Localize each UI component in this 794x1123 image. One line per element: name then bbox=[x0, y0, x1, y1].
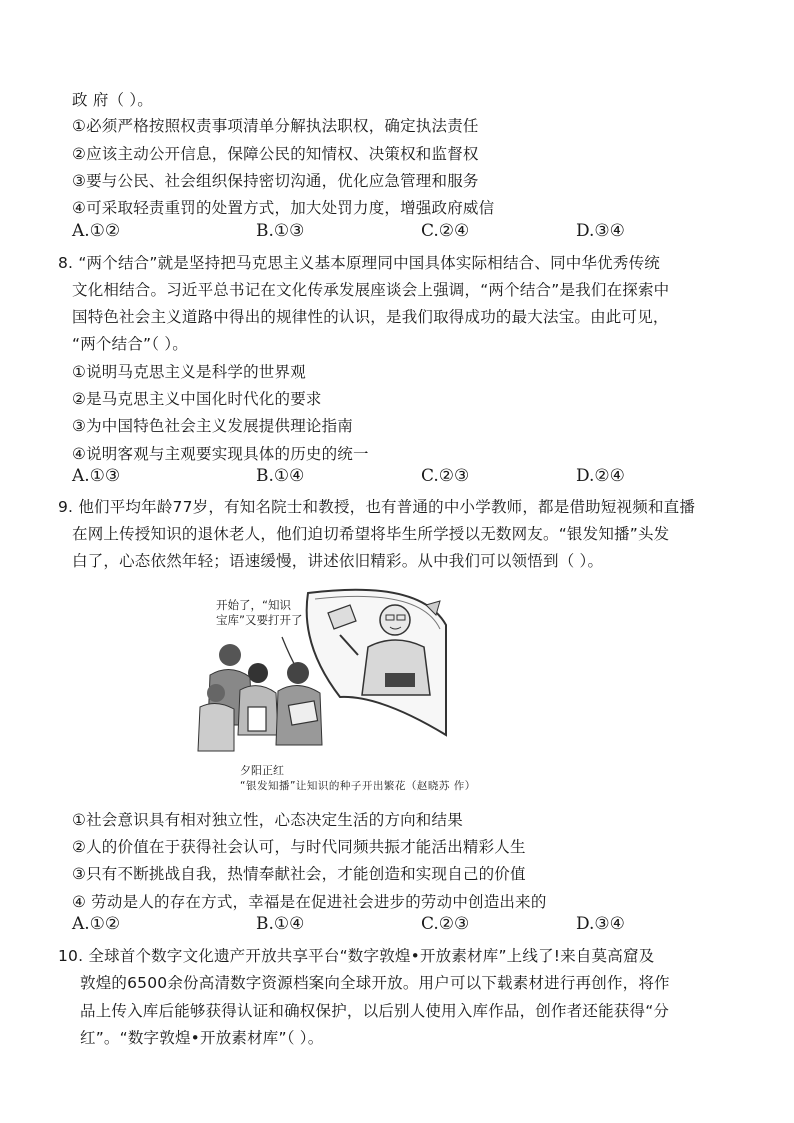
q9-option-a[interactable]: A.①② bbox=[72, 914, 121, 934]
q9-item-3: ③只有不断挑战自我，热情奉献社会，才能创造和实现自己的价值 bbox=[72, 865, 526, 883]
q8-option-b[interactable]: B.①④ bbox=[256, 466, 305, 486]
q8-stem-line-1: 8. “两个结合”就是坚持把马克思主义基本原理同中国具体实际相结合、同中华优秀传统 bbox=[58, 254, 660, 272]
figure-caption-subtitle: “银发知播”让知识的种子开出繁花（赵晓苏 作） bbox=[240, 780, 476, 792]
q8-stem-line-3: 国特色社会主义道路中得出的规律性的认识，是我们取得成功的最大法宝。由此可见， bbox=[72, 308, 669, 326]
q10-stem-line-1: 10. 全球首个数字文化遗产开放共享平台“数字敦煌•开放素材库”上线了!来自莫高窟及 bbox=[58, 947, 655, 965]
q8-option-c[interactable]: C.②③ bbox=[421, 466, 470, 486]
q9-item-1: ①社会意识具有相对独立性，心态决定生活的方向和结果 bbox=[72, 811, 463, 829]
q9-stem-line-3: 白了，心态依然年轻；语速缓慢，讲述依旧精彩。从中我们可以领悟到（ ）。 bbox=[72, 552, 604, 570]
q7-item-1: ①必须严格按照权责事项清单分解执法职权，确定执法责任 bbox=[72, 117, 479, 135]
q10-stem-line-3: 品上传入库后能够获得认证和确权保护，以后别人使用入库作品，创作者还能获得“分 bbox=[80, 1002, 670, 1020]
q8-item-4: ④说明客观与主观要实现具体的历史的统一 bbox=[72, 445, 369, 463]
q7-option-c[interactable]: C.②④ bbox=[421, 221, 470, 241]
q8-stem-line-4: “两个结合”（ ）。 bbox=[72, 335, 188, 353]
q7-option-a[interactable]: A.①② bbox=[72, 221, 121, 241]
q7-stem-tail: 政 府（ ）。 bbox=[72, 91, 154, 109]
q7-item-3: ③要与公民、社会组织保持密切沟通，优化应急管理和服务 bbox=[72, 172, 479, 190]
figure-caption-title: 夕阳正红 bbox=[240, 764, 284, 777]
bubble-line-2: 宝库”又要打开了 bbox=[216, 613, 303, 627]
q7-option-d[interactable]: D.③④ bbox=[576, 221, 625, 241]
cartoon-illustration bbox=[190, 585, 448, 753]
q7-option-b[interactable]: B.①③ bbox=[256, 221, 305, 241]
q9-stem-line-1: 9. 他们平均年龄77岁，有知名院士和教授，也有普通的中小学教师，都是借助短视频和直播 bbox=[58, 498, 696, 516]
q7-item-2: ②应该主动公开信息，保障公民的知情权、决策权和监督权 bbox=[72, 145, 479, 163]
q9-item-2: ②人的价值在于获得社会认可，与时代同频共振才能活出精彩人生 bbox=[72, 838, 526, 856]
q8-stem-line-2: 文化相结合。习近平总书记在文化传承发展座谈会上强调，“两个结合”是我们在探索中 bbox=[72, 281, 670, 299]
q10-stem-line-2: 敦煌的6500余份高清数字资源档案向全球开放。用户可以下载素材进行再创作，将作 bbox=[80, 974, 670, 992]
q8-item-1: ①说明马克思主义是科学的世界观 bbox=[72, 363, 306, 381]
q8-item-2: ②是马克思主义中国化时代化的要求 bbox=[72, 390, 322, 408]
q8-option-d[interactable]: D.②④ bbox=[576, 466, 625, 486]
q8-item-3: ③为中国特色社会主义发展提供理论指南 bbox=[72, 417, 353, 435]
q8-option-a[interactable]: A.①③ bbox=[72, 466, 121, 486]
q9-stem-line-2: 在网上传授知识的退休老人，他们迫切希望将毕生所学授以无数网友。“银发知播”头发 bbox=[72, 525, 670, 543]
q9-item-4: ④ 劳动是人的存在方式，幸福是在促进社会进步的劳动中创造出来的 bbox=[72, 893, 547, 911]
q9-option-d[interactable]: D.③④ bbox=[576, 914, 625, 934]
q7-item-4: ④可采取轻责重罚的处置方式，加大处罚力度，增强政府威信 bbox=[72, 199, 495, 217]
q10-stem-line-4: 红”。“数字敦煌•开放素材库”（ ）。 bbox=[80, 1029, 324, 1047]
bubble-line-1: 开始了，“知识 bbox=[216, 598, 291, 612]
q9-option-b[interactable]: B.①④ bbox=[256, 914, 305, 934]
q9-option-c[interactable]: C.②③ bbox=[421, 914, 470, 934]
